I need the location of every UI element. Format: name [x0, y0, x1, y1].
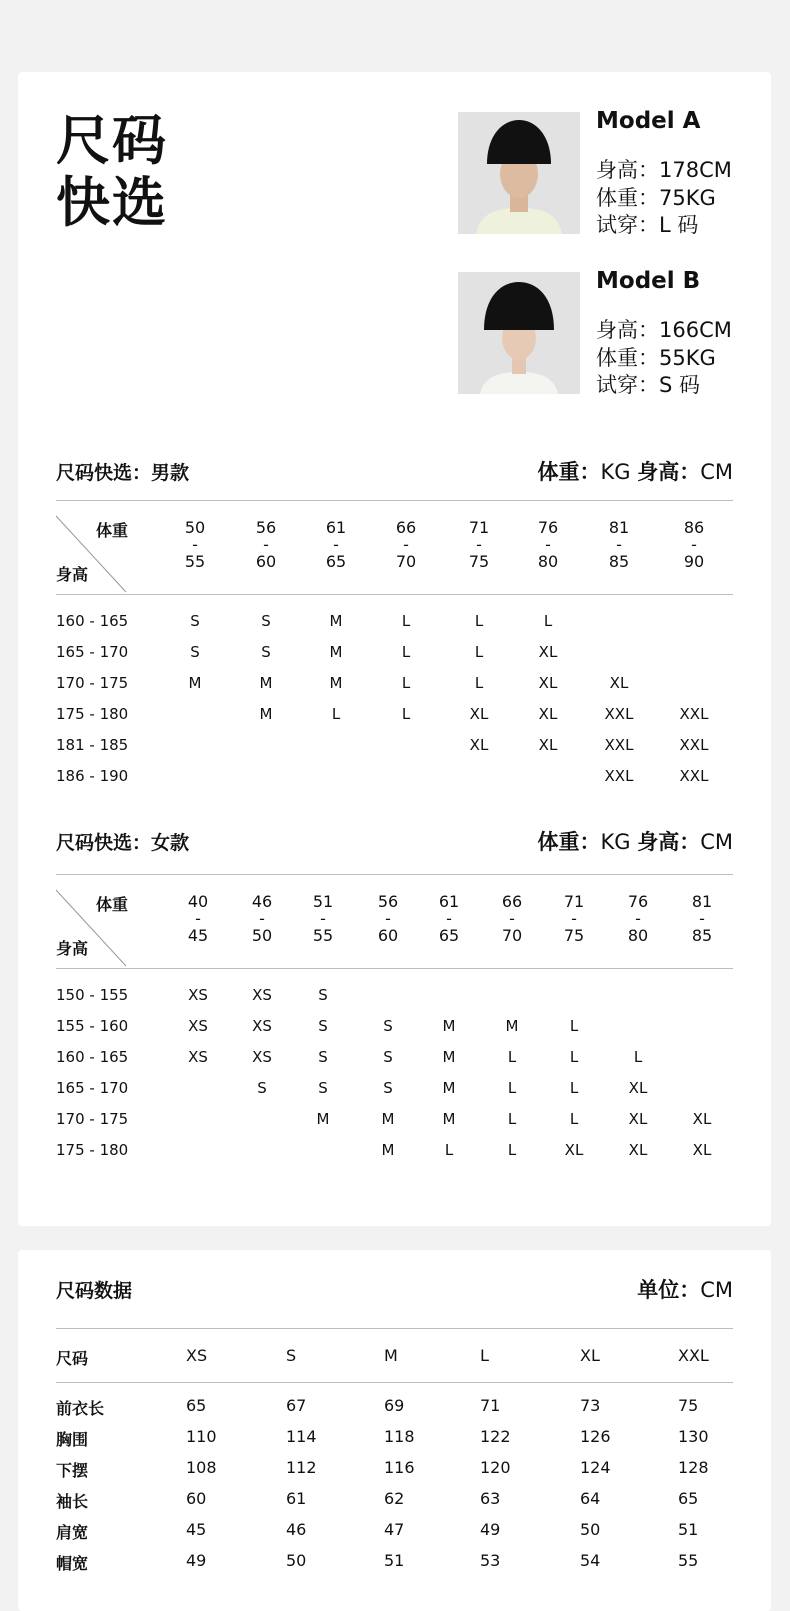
measurement-value: 75 [678, 1396, 699, 1415]
weight-range-bottom: 90 [683, 552, 705, 571]
size-cell: L [569, 1048, 579, 1066]
size-cell: M [316, 1110, 330, 1128]
weight-range-dash: - [476, 535, 482, 554]
size-cell: XS [252, 1048, 272, 1066]
measurement-value: 51 [678, 1520, 699, 1539]
weight-range-top: 71 [563, 892, 585, 911]
measurement-value: 53 [480, 1551, 501, 1570]
men-axis-corner [56, 512, 128, 594]
size-guide-card [18, 72, 771, 1226]
women-weight-range [432, 892, 466, 946]
size-cell: L [474, 612, 484, 630]
women-section-header [56, 824, 733, 860]
weight-range-bottom: 55 [312, 926, 334, 945]
size-cell: XL [692, 1110, 712, 1128]
model-b-name: Model B [596, 268, 701, 294]
weight-range-dash: - [333, 535, 339, 554]
weight-range-dash: - [509, 909, 515, 928]
measurement-value: 112 [286, 1458, 317, 1477]
weight-range-top: 71 [468, 518, 490, 537]
size-cell: S [190, 612, 200, 630]
size-cell: L [569, 1110, 579, 1128]
measurement-value: 71 [480, 1396, 501, 1415]
size-cell: L [474, 674, 484, 692]
size-cell: XL [469, 736, 489, 754]
measurement-value: 60 [186, 1489, 207, 1508]
men-weight-range [178, 518, 212, 572]
weight-range-top: 56 [255, 518, 277, 537]
measurement-value: 110 [186, 1427, 217, 1446]
women-weight-range [181, 892, 215, 946]
measurement-value: 114 [286, 1427, 317, 1446]
weight-range-top: 61 [438, 892, 460, 911]
weight-range-top: 86 [683, 518, 705, 537]
weight-range-dash: - [385, 909, 391, 928]
women-axis-height: 身高 [56, 939, 89, 958]
size-cell: XL [628, 1141, 648, 1159]
size-column-header: XL [580, 1346, 600, 1365]
height-range-label: 155 - 160 [56, 1017, 129, 1035]
women-weight-range [557, 892, 591, 946]
men-weight-range [319, 518, 353, 572]
size-cell: XS [252, 1017, 272, 1035]
size-cell: S [383, 1017, 393, 1035]
weight-range-dash: - [192, 535, 198, 554]
weight-range-bottom: 70 [501, 926, 523, 945]
size-cell: XL [538, 705, 558, 723]
size-cell: S [257, 1079, 267, 1097]
size-cell: S [318, 1017, 328, 1035]
weight-range-dash: - [195, 909, 201, 928]
measurement-value: 63 [480, 1489, 501, 1508]
weight-range-top: 66 [501, 892, 523, 911]
height-range-label: 165 - 170 [56, 1079, 129, 1097]
size-column-header: M [384, 1346, 398, 1365]
size-cell: XXL [679, 767, 709, 785]
size-cell: XS [188, 1017, 208, 1035]
size-cell: L [507, 1110, 517, 1128]
size-cell: XL [538, 736, 558, 754]
weight-range-top: 81 [691, 892, 713, 911]
model-b-weight: 体重：55KG [596, 346, 716, 370]
size-cell: M [259, 674, 273, 692]
men-weight-range [389, 518, 423, 572]
measurement-value: 65 [678, 1489, 699, 1508]
weight-range-bottom: 85 [691, 926, 713, 945]
size-cell: XXL [604, 736, 634, 754]
women-weight-range [621, 892, 655, 946]
size-column-header: L [480, 1346, 489, 1365]
size-cell: S [318, 986, 328, 1004]
weight-range-bottom: 85 [608, 552, 630, 571]
model-a-size: 试穿：L 码 [596, 213, 699, 237]
measurement-value: 116 [384, 1458, 415, 1477]
size-cell: M [381, 1110, 395, 1128]
measurement-value: 130 [678, 1427, 709, 1446]
height-range-label: 160 - 165 [56, 1048, 129, 1066]
size-cell: M [329, 612, 343, 630]
weight-range-top: 46 [251, 892, 273, 911]
size-cell: L [331, 705, 341, 723]
measurement-label: 下摆 [56, 1461, 89, 1480]
weight-range-dash: - [545, 535, 551, 554]
size-cell: XL [628, 1079, 648, 1097]
height-range-label: 175 - 180 [56, 1141, 129, 1159]
measurement-label: 肩宽 [56, 1523, 89, 1542]
men-weight-range [462, 518, 496, 572]
measurement-value: 126 [580, 1427, 611, 1446]
divider [56, 594, 733, 595]
size-cell: L [401, 705, 411, 723]
men-weight-range [249, 518, 283, 572]
size-cell: XXL [679, 736, 709, 754]
men-weight-range [602, 518, 636, 572]
page-title: 尺码 快选 [56, 109, 168, 234]
measurement-value: 55 [678, 1551, 699, 1570]
weight-range-bottom: 70 [395, 552, 417, 571]
men-section-title: 尺码快选：男款 [56, 462, 190, 484]
women-weight-range [495, 892, 529, 946]
size-cell: XS [252, 986, 272, 1004]
model-a-name: Model A [596, 108, 701, 134]
height-range-label: 175 - 180 [56, 705, 129, 723]
measurement-label: 袖长 [56, 1492, 89, 1511]
measurement-label: 帽宽 [56, 1554, 89, 1573]
size-cell: L [401, 612, 411, 630]
weight-range-bottom: 80 [537, 552, 559, 571]
size-cell: M [442, 1110, 456, 1128]
weight-range-top: 50 [184, 518, 206, 537]
measurement-value: 45 [186, 1520, 207, 1539]
size-cell: M [442, 1048, 456, 1066]
weight-range-top: 76 [627, 892, 649, 911]
weight-range-top: 40 [187, 892, 209, 911]
weight-range-top: 76 [537, 518, 559, 537]
height-range-label: 165 - 170 [56, 643, 129, 661]
measurement-value: 51 [384, 1551, 405, 1570]
size-cell: XL [692, 1141, 712, 1159]
weight-range-dash: - [635, 909, 641, 928]
size-cell: M [505, 1017, 519, 1035]
weight-range-dash: - [263, 535, 269, 554]
size-column-header: XXL [678, 1346, 709, 1365]
model-b-card [458, 268, 758, 397]
measurement-value: 124 [580, 1458, 611, 1477]
model-b-photo [458, 272, 580, 394]
height-range-label: 150 - 155 [56, 986, 129, 1004]
weight-range-top: 51 [312, 892, 334, 911]
weight-range-top: 81 [608, 518, 630, 537]
size-cell: XXL [679, 705, 709, 723]
measurement-value: 50 [286, 1551, 307, 1570]
height-range-label: 181 - 185 [56, 736, 129, 754]
size-cell: S [383, 1048, 393, 1066]
size-cell: XS [188, 1048, 208, 1066]
measurement-value: 120 [480, 1458, 511, 1477]
size-cell: XL [538, 674, 558, 692]
measurement-value: 118 [384, 1427, 415, 1446]
divider [56, 874, 733, 875]
women-weight-range [685, 892, 719, 946]
women-axis-weight: 体重 [96, 895, 129, 914]
size-cell: XL [564, 1141, 584, 1159]
measurement-value: 49 [480, 1520, 501, 1539]
women-axis-corner [56, 886, 128, 968]
measurement-value: 62 [384, 1489, 405, 1508]
size-column-header: S [286, 1346, 297, 1365]
weight-range-dash: - [259, 909, 265, 928]
measurement-value: 54 [580, 1551, 601, 1570]
weight-range-bottom: 45 [187, 926, 209, 945]
weight-range-bottom: 65 [325, 552, 347, 571]
weight-range-bottom: 75 [563, 926, 585, 945]
measurement-value: 69 [384, 1396, 405, 1415]
divider [56, 1328, 733, 1329]
size-cell: M [381, 1141, 395, 1159]
size-cell: L [401, 643, 411, 661]
weight-range-top: 56 [377, 892, 399, 911]
men-unit-label: 体重：KG 身高：CM [537, 460, 733, 484]
model-a-height: 身高：178CM [596, 158, 732, 182]
weight-range-bottom: 80 [627, 926, 649, 945]
divider [56, 1382, 733, 1383]
size-data-card [18, 1250, 771, 1611]
weight-range-bottom: 50 [251, 926, 273, 945]
weight-range-dash: - [699, 909, 705, 928]
size-cell: XL [609, 674, 629, 692]
measurement-value: 61 [286, 1489, 307, 1508]
weight-range-bottom: 60 [255, 552, 277, 571]
size-cell: M [329, 643, 343, 661]
height-range-label: 186 - 190 [56, 767, 129, 785]
size-cell: M [259, 705, 273, 723]
size-cell: L [474, 643, 484, 661]
divider [56, 968, 733, 969]
size-cell: L [507, 1079, 517, 1097]
size-cell: S [318, 1048, 328, 1066]
model-a-card [458, 108, 758, 237]
weight-range-top: 66 [395, 518, 417, 537]
size-cell: XL [538, 643, 558, 661]
women-weight-range [371, 892, 405, 946]
height-range-label: 170 - 175 [56, 674, 129, 692]
model-a-weight: 体重：75KG [596, 186, 716, 210]
size-cell: L [569, 1017, 579, 1035]
measurement-value: 65 [186, 1396, 207, 1415]
weight-range-dash: - [616, 535, 622, 554]
height-range-label: 160 - 165 [56, 612, 129, 630]
weight-range-bottom: 55 [184, 552, 206, 571]
size-cell: XL [628, 1110, 648, 1128]
measurement-value: 49 [186, 1551, 207, 1570]
weight-range-dash: - [691, 535, 697, 554]
measurement-value: 73 [580, 1396, 601, 1415]
size-cell: XXL [604, 767, 634, 785]
size-cell: XS [188, 986, 208, 1004]
size-cell: M [442, 1079, 456, 1097]
size-cell: L [444, 1141, 454, 1159]
size-cell: S [318, 1079, 328, 1097]
women-weight-range [245, 892, 279, 946]
women-weight-range [306, 892, 340, 946]
size-cell: M [442, 1017, 456, 1035]
size-cell: M [188, 674, 202, 692]
size-header-label: 尺码 [56, 1349, 89, 1368]
measurement-value: 46 [286, 1520, 307, 1539]
model-a-photo [458, 112, 580, 234]
measurement-value: 64 [580, 1489, 601, 1508]
model-b-size: 试穿：S 码 [596, 373, 701, 397]
weight-range-dash: - [446, 909, 452, 928]
weight-range-dash: - [403, 535, 409, 554]
size-cell: L [543, 612, 553, 630]
measurement-value: 108 [186, 1458, 217, 1477]
data-section-header [56, 1272, 733, 1308]
measurement-value: 122 [480, 1427, 511, 1446]
weight-range-top: 61 [325, 518, 347, 537]
size-cell: S [190, 643, 200, 661]
weight-range-dash: - [320, 909, 326, 928]
men-weight-range [677, 518, 711, 572]
men-axis-height: 身高 [56, 565, 89, 584]
size-column-header: XS [186, 1346, 208, 1365]
men-weight-range [531, 518, 565, 572]
measurement-value: 50 [580, 1520, 601, 1539]
size-cell: L [507, 1048, 517, 1066]
model-b-height: 身高：166CM [596, 318, 732, 342]
weight-range-bottom: 60 [377, 926, 399, 945]
measurement-value: 128 [678, 1458, 709, 1477]
size-cell: XXL [604, 705, 634, 723]
size-cell: L [569, 1079, 579, 1097]
data-unit-label: 单位：CM [637, 1278, 733, 1302]
divider [56, 500, 733, 501]
measurement-label: 胸围 [56, 1430, 89, 1449]
size-cell: L [507, 1141, 517, 1159]
weight-range-bottom: 75 [468, 552, 490, 571]
size-cell: XL [469, 705, 489, 723]
size-cell: S [261, 643, 271, 661]
size-cell: S [383, 1079, 393, 1097]
measurement-label: 前衣长 [56, 1399, 105, 1418]
data-section-title: 尺码数据 [56, 1280, 133, 1302]
men-section-header [56, 454, 733, 490]
measurement-value: 47 [384, 1520, 405, 1539]
size-cell: L [401, 674, 411, 692]
men-axis-weight: 体重 [96, 521, 129, 540]
women-unit-label: 体重：KG 身高：CM [537, 830, 733, 854]
weight-range-bottom: 65 [438, 926, 460, 945]
height-range-label: 170 - 175 [56, 1110, 129, 1128]
size-cell: S [261, 612, 271, 630]
weight-range-dash: - [571, 909, 577, 928]
size-cell: M [329, 674, 343, 692]
size-cell: L [633, 1048, 643, 1066]
women-section-title: 尺码快选：女款 [56, 832, 190, 854]
measurement-value: 67 [286, 1396, 307, 1415]
